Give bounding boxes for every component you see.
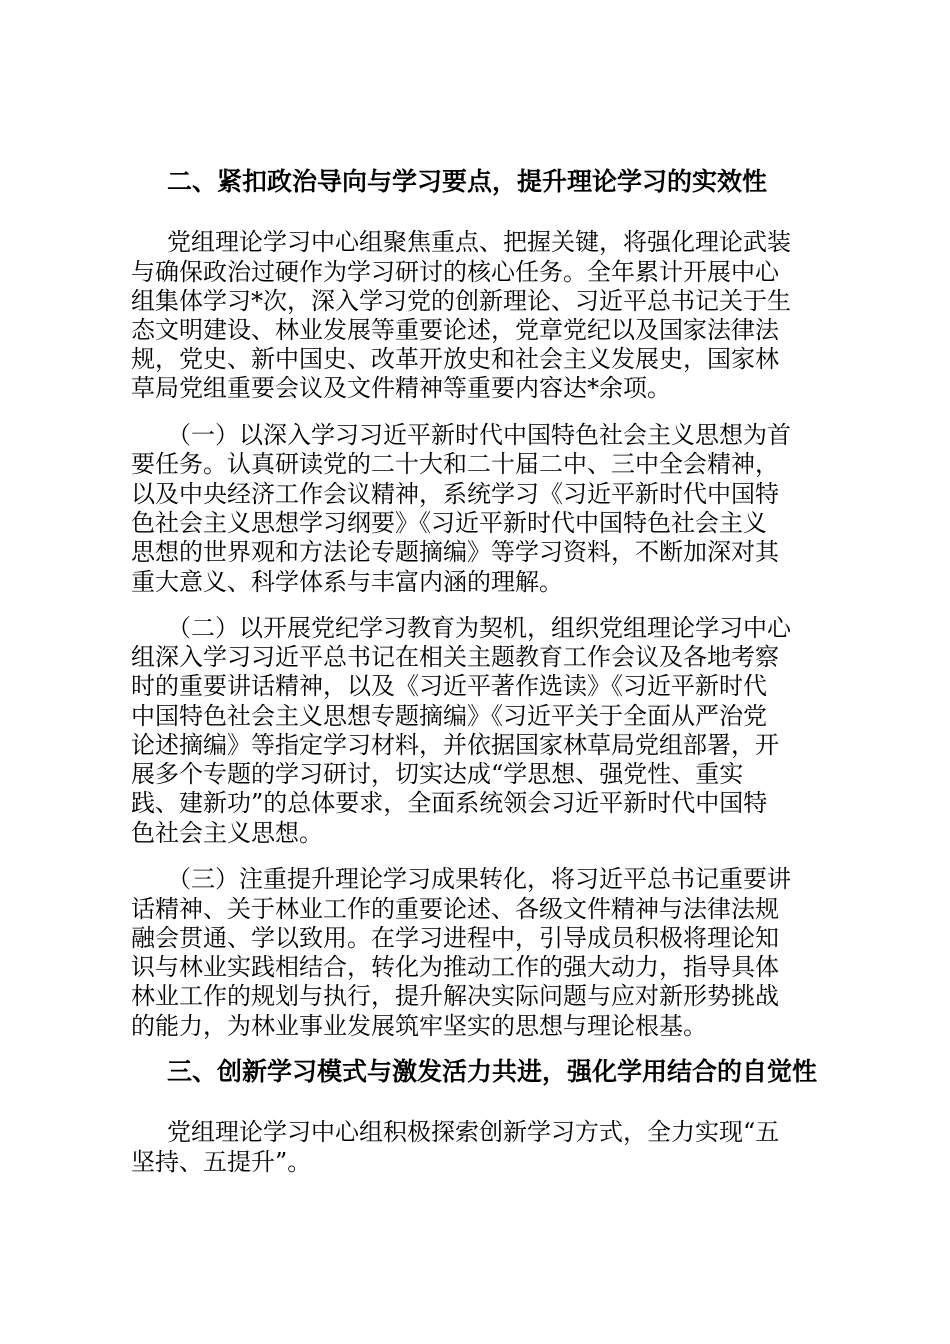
paragraph-line: 要任务。认真研读党的二十大和二十届二中、三中全会精神， [131, 450, 779, 478]
paragraph-line: 中国特色社会主义思想专题摘编》《习近平关于全面从严治党 [131, 702, 767, 730]
paragraph-line: 融会贯通、学以致用。在学习进程中，引导成员积极将理论知 [131, 924, 779, 952]
paragraph-line: 践、建新功”的总体要求，全面系统领会习近平新时代中国特 [131, 789, 768, 817]
paragraph-line: 党组理论学习中心组聚焦重点、把握关键，将强化理论武装 [167, 228, 791, 256]
paragraph-line: 色社会主义思想。 [131, 819, 323, 847]
paragraph-line: 组集体学习*次，深入学习党的创新理论、习近平总书记关于生 [131, 287, 791, 315]
paragraph-line: （三）注重提升理论学习成果转化，将习近平总书记重要讲 [167, 865, 791, 893]
paragraph-line: 党组理论学习中心组积极探索创新学习方式，全力实现“五 [167, 1118, 780, 1146]
paragraph-line: 色社会主义思想学习纲要》《习近平新时代中国特色社会主义 [131, 509, 767, 537]
section-2-heading: 二、紧扣政治导向与学习要点，提升理论学习的实效性 [167, 167, 768, 196]
paragraph-line: 话精神、关于林业工作的重要论述、各级文件精神与法律法规 [131, 895, 779, 923]
paragraph-line: （二）以开展党纪学习教育为契机，组织党组理论学习中心 [167, 614, 791, 642]
paragraph-line: 与确保政治过硬作为学习研讨的核心任务。全年累计开展中心 [131, 258, 779, 286]
paragraph-line: 展多个专题的学习研讨，切实达成“学思想、强党性、重实 [131, 760, 744, 788]
paragraph-line: 思想的世界观和方法论专题摘编》等学习资料，不断加深对其 [131, 538, 779, 566]
paragraph-line: 规，党史、新中国史、改革开放史和社会主义发展史，国家林 [131, 345, 779, 373]
paragraph-line: 态文明建设、林业发展等重要论述，党章党纪以及国家法律法 [131, 316, 779, 344]
paragraph-line: 组深入学习习近平总书记在相关主题教育工作会议及各地考察 [131, 643, 779, 671]
paragraph-line: 重大意义、科学体系与丰富内涵的理解。 [131, 568, 563, 596]
paragraph-line: 论述摘编》等指定学习材料，并依据国家林草局党组部署，开 [131, 731, 779, 759]
paragraph-line: （一）以深入学习习近平新时代中国特色社会主义思想为首 [167, 421, 791, 449]
paragraph-line: 以及中央经济工作会议精神，系统学习《习近平新时代中国特 [131, 480, 779, 508]
paragraph-line: 草局党组重要会议及文件精神等重要内容达*余项。 [131, 374, 671, 402]
paragraph-line: 林业工作的规划与执行，提升解决实际问题与应对新形势挑战 [131, 982, 779, 1010]
paragraph-line: 识与林业实践相结合，转化为推动工作的强大动力，指导具体 [131, 953, 779, 981]
section-3-heading: 三、创新学习模式与激发活力共进，强化学用结合的自觉性 [167, 1057, 818, 1086]
paragraph-line: 坚持、五提升”。 [131, 1148, 312, 1176]
paragraph-line: 的能力，为林业事业发展筑牢坚实的思想与理论根基。 [131, 1012, 707, 1040]
paragraph-line: 时的重要讲话精神，以及《习近平著作选读》《习近平新时代 [131, 672, 767, 700]
